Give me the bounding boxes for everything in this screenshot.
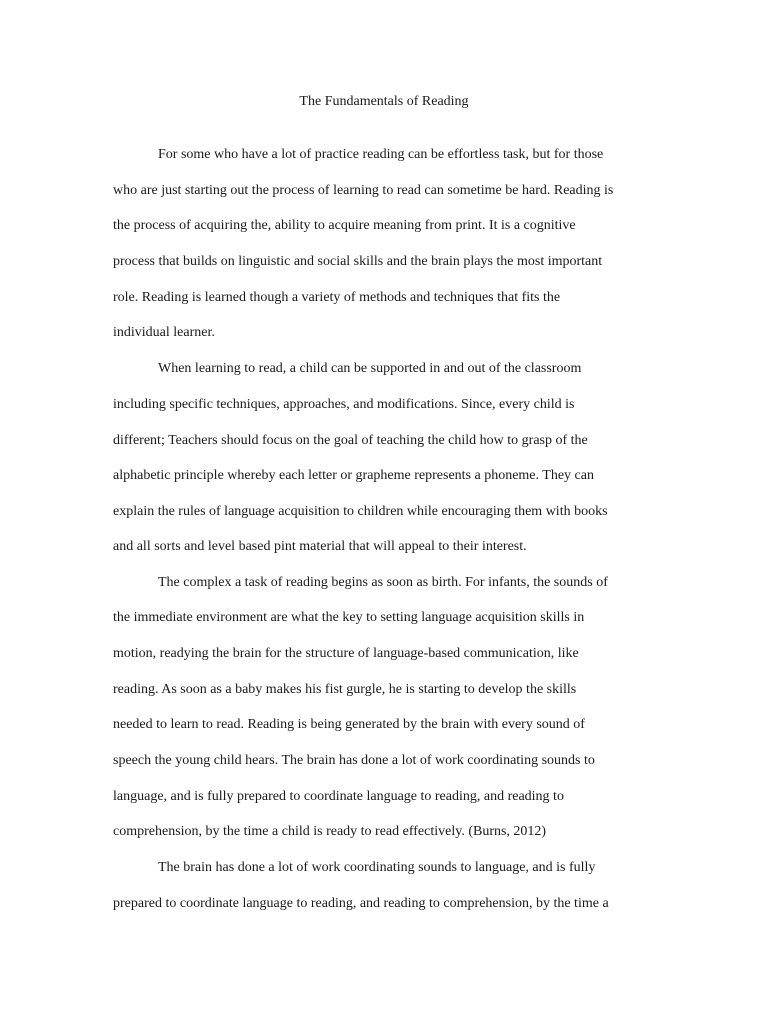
paragraph-3-line-2: the immediate environment are what the key to setting language acquisition skills in [113,610,585,625]
paragraph-1-line-4: process that builds on linguistic and social skills and the brain plays the most important [113,254,603,269]
paragraph-1-line-3: the process of acquiring the, ability to acquire meaning from print. It is a cognitive [113,218,576,233]
paragraph-2-line-3: different; Teachers should focus on the goal of teaching the child how to grasp of the [113,433,588,448]
paragraph-3-line-6: speech the young child hears. The brain has done a lot of work coordinating sounds to [113,753,595,768]
paragraph-3-line-5: needed to learn to read. Reading is being generated by the brain with every sound of [113,717,585,732]
paragraph-3-line-8: comprehension, by the time a child is ready to read effectively. (Burns, 2012) [113,824,547,839]
paragraph-1-line-1: For some who have a lot of practice reading can be effortless task, but for those [158,147,604,162]
paragraph-4-line-1: The brain has done a lot of work coordinating sounds to language, and is fully [158,860,596,875]
paragraph-3-line-3: motion, readying the brain for the structure of language-based communication, like [113,646,579,661]
paragraph-1-line-5: role. Reading is learned though a variety of methods and techniques that fits the [113,290,561,305]
paragraph-3-line-4: reading. As soon as a baby makes his fist gurgle, he is starting to develop the skills [113,682,577,697]
paragraph-2-line-2: including specific techniques, approaches, and modifications. Since, every child is [113,397,575,412]
paragraph-1-line-2: who are just starting out the process of learning to read can sometime be hard. Reading is [113,183,614,198]
paragraph-2-line-6: and all sorts and level based pint material that will appeal to their interest. [113,539,527,554]
paragraph-3-line-7: language, and is fully prepared to coordinate language to reading, and reading to [113,789,564,804]
paragraph-4-line-2: prepared to coordinate language to reading, and reading to comprehension, by the time a [113,896,609,911]
paragraph-2-line-4: alphabetic principle whereby each letter or grapheme represents a phoneme. They can [113,468,594,483]
paragraph-3-line-1: The complex a task of reading begins as soon as birth. For infants, the sounds of [158,575,608,590]
paragraph-1-line-6: individual learner. [113,325,215,340]
document-title: The Fundamentals of Reading [299,94,469,109]
paragraph-2-line-1: When learning to read, a child can be supported in and out of the classroom [158,361,582,376]
paragraph-2-line-5: explain the rules of language acquisition to children while encouraging them with books [113,504,608,519]
